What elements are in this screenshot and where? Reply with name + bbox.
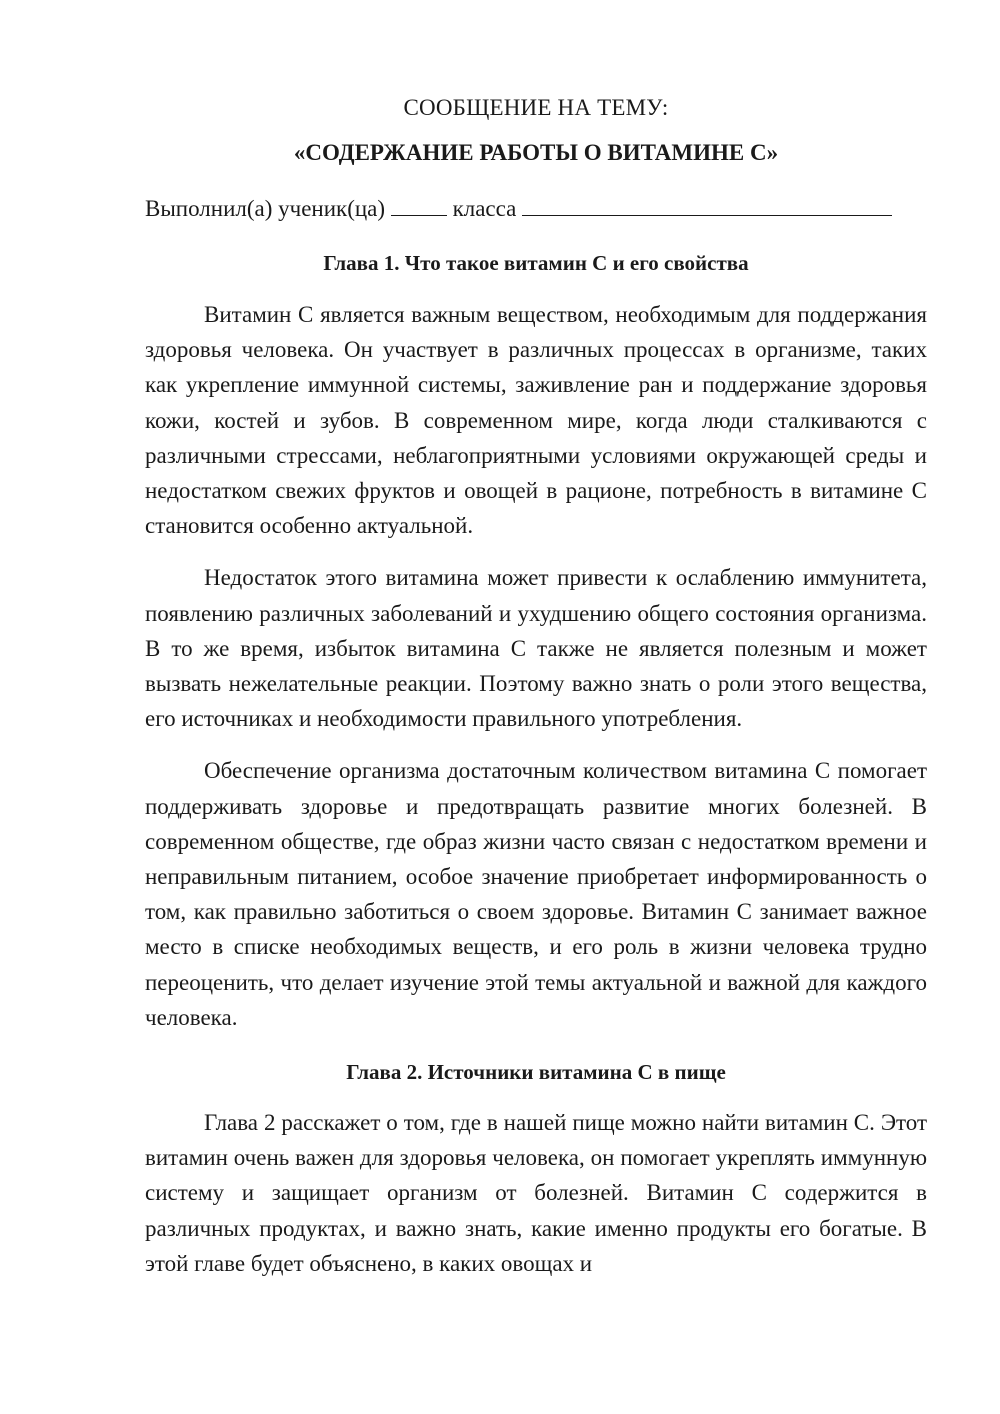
- chapter-1-paragraph: Витамин С является важным веществом, необходимым для поддержания здоровья человека. Он участвует в различных процессах в организме, таких как укрепление иммунной системы, заживление ран и поддержание здоровья кожи, костей и зубов. В современном мире, когда люди сталкиваются с различными стрессами, неблагоприятными условиями окружающей среды и недостатком свежих фруктов и овощей в рационе, потребность в витамине С становится особенно актуальной.: [145, 302, 927, 539]
- document-subtitle: «СОДЕРЖАНИЕ РАБОТЫ О ВИТАМИНЕ С»: [293, 140, 779, 165]
- author-middle: класса: [452, 196, 517, 221]
- name-blank-field: [522, 191, 892, 216]
- chapter-2-heading: Глава 2. Источники витамина С в пище: [346, 1060, 726, 1085]
- chapter-2-paragraph: Глава 2 расскажет о том, где в нашей пище можно найти витамин С. Этот витамин очень важен для здоровья человека, он помогает укреплять иммунную систему и защищает организм от болезней. Витамин С содержится в различных продуктах, и важно знать, какие именно продукты его богатые. В этой главе будет объяснено, в каких овощах и: [145, 1110, 927, 1276]
- document-title: СООБЩЕНИЕ НА ТЕМУ:: [403, 95, 669, 120]
- chapter-1-paragraph: Обеспечение организма достаточным количеством витамина С помогает поддерживать здоровье и предотвращать развитие многих болезней. В современном обществе, где образ жизни часто связан с недостатком времени и неправильным питанием, особое значение приобретает информированность о том, как правильно заботиться о своем здоровье. Витамин С занимает важное место в списке необходимых веществ, и его роль в жизни человека трудно переоценить, что делает изучение этой темы актуальной и важной для каждого человека.: [145, 758, 927, 1030]
- class-blank-field: [391, 191, 447, 216]
- author-line: [145, 191, 927, 225]
- chapter-1-heading: Глава 1. Что такое витамин С и его свойства: [323, 251, 749, 275]
- author-prefix: Выполнил(а) ученик(ца): [145, 196, 386, 221]
- chapter-1-paragraph: Недостаток этого витамина может привести к ослаблению иммунитета, появлению различных заболеваний и ухудшению общего состояния организма. В то же время, избыток витамина С также не является полезным и может вызвать нежелательные реакции. Поэтому важно знать о роли этого вещества, его источниках и необходимости правильного употребления.: [145, 565, 927, 732]
